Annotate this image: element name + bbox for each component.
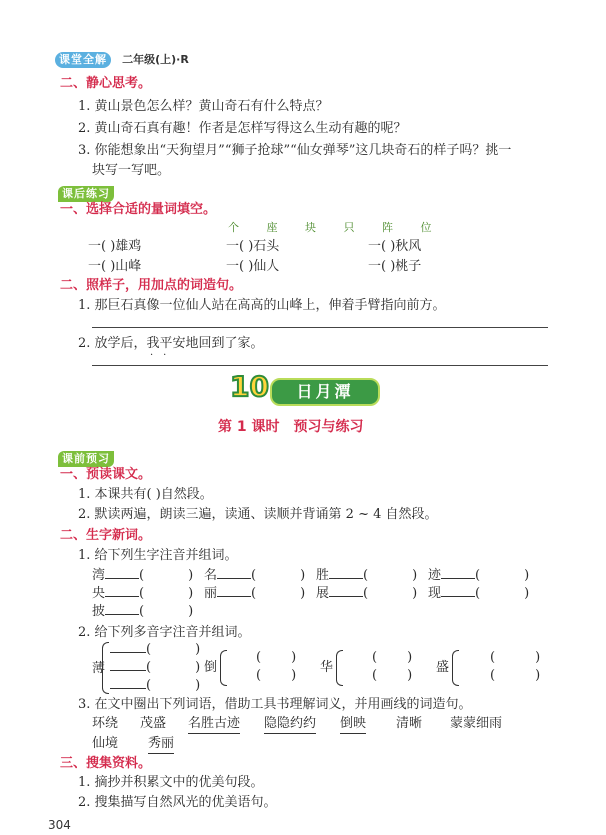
vocab-word[interactable]: 环绕 xyxy=(92,716,119,731)
char-task-1: 1. 给下列生字注音并组词。 xyxy=(78,548,238,563)
answer-line[interactable] xyxy=(92,365,548,366)
collect-item-1: 1. 摘抄并积累文中的优美句段。 xyxy=(78,775,264,790)
vocab-word-underlined[interactable]: 隐隐约约 xyxy=(264,716,316,734)
question-3-line2: 块写一写吧。 xyxy=(92,163,171,178)
series-badge: 课堂全解 xyxy=(55,52,111,68)
lesson-subtitle: 第 1 课时 预习与练习 xyxy=(218,419,364,435)
section-heading-sentence: 二、照样子，用加点的词造句。 xyxy=(60,278,243,293)
fill-item[interactable]: 一( )秋风 xyxy=(368,239,422,254)
section-heading-collect: 三、搜集资料。 xyxy=(60,756,152,771)
question-2: 2. 黄山奇石真有趣！作者是怎样写得这么生动有趣的呢？ xyxy=(78,121,407,136)
brace xyxy=(102,642,109,694)
polyphone-char: 薄 xyxy=(92,661,106,676)
vocab-word[interactable]: 茂盛 xyxy=(140,716,167,731)
example-sentence-2: 2. 放学后，我平安地回到了家。 xyxy=(78,336,264,351)
brace xyxy=(220,650,227,686)
polyphone-char: 倒 xyxy=(204,660,218,675)
char-entry[interactable]: 迹 ( ) xyxy=(428,568,530,583)
fill-item[interactable]: 一( )仙人 xyxy=(226,259,280,274)
lesson-title: 日月潭 xyxy=(270,378,380,406)
polyphone-char: 华 xyxy=(320,660,334,675)
vocab-task: 3. 在文中圈出下列词语，借助工具书理解词义，并用画线的词造句。 xyxy=(78,697,472,712)
emphasis-dots: ·· xyxy=(150,350,177,361)
polyphone-entry[interactable]: ( ) xyxy=(110,660,200,676)
char-entry[interactable]: 丽 ( ) xyxy=(204,586,306,601)
collect-item-2: 2. 搜集描写自然风光的优美语句。 xyxy=(78,795,277,810)
polyphone-task: 2. 给下列多音字注音并组词。 xyxy=(78,625,251,640)
grade-label: 二年级(上)·R xyxy=(122,53,189,66)
char-entry[interactable]: 现 ( ) xyxy=(428,586,530,601)
answer-line[interactable] xyxy=(92,327,548,328)
header xyxy=(55,48,189,68)
lesson-title-banner xyxy=(230,370,380,404)
pre-class-tag: 课前预习 xyxy=(58,447,114,467)
polyphone-entry[interactable]: ( ) xyxy=(256,650,297,665)
section-heading-measure-words: 一、选择合适的量词填空。 xyxy=(60,202,217,217)
lesson-number: 10 xyxy=(230,370,269,403)
char-entry[interactable]: 胜 ( ) xyxy=(316,568,418,583)
char-entry[interactable]: 展 ( ) xyxy=(316,586,418,601)
polyphone-entry[interactable]: ( ) xyxy=(110,678,200,694)
char-entry[interactable]: 披 ( ) xyxy=(92,604,194,619)
char-entry[interactable]: 央 ( ) xyxy=(92,586,194,601)
fill-item[interactable]: 一( )石头 xyxy=(226,239,280,254)
brace xyxy=(452,650,459,686)
polyphone-entry[interactable]: ( ) xyxy=(256,668,297,683)
polyphone-entry[interactable]: ( ) xyxy=(490,650,541,665)
polyphone-entry[interactable]: ( ) xyxy=(110,642,200,658)
vocab-word[interactable]: 仙境 xyxy=(92,736,119,751)
section-heading-new-chars: 二、生字新词。 xyxy=(60,528,152,543)
polyphone-char: 盛 xyxy=(436,660,450,675)
vocab-word-underlined[interactable]: 秀丽 xyxy=(148,736,174,754)
fill-item[interactable]: 一( )桃子 xyxy=(368,259,422,274)
vocab-word-underlined[interactable]: 倒映 xyxy=(340,716,366,734)
char-entry[interactable]: 名 ( ) xyxy=(204,568,306,583)
fill-item[interactable]: 一( )山峰 xyxy=(88,259,142,274)
brace xyxy=(336,650,343,686)
vocab-word-underlined[interactable]: 名胜古迹 xyxy=(188,716,240,734)
section-heading-think: 二、静心思考。 xyxy=(60,76,152,91)
preread-item-2: 2. 默读两遍，朗读三遍，读通、读顺并背诵第 2 ~ 4 自然段。 xyxy=(78,507,438,522)
vocab-word[interactable]: 蒙蒙细雨 xyxy=(450,716,503,731)
section-heading-preread: 一、预读课文。 xyxy=(60,467,152,482)
vocab-word[interactable]: 清晰 xyxy=(396,716,423,731)
measure-word-bank: 个 座 块 只 阵 位 xyxy=(228,221,444,234)
question-1: 1. 黄山景色怎么样？黄山奇石有什么特点？ xyxy=(78,99,329,114)
fill-item[interactable]: 一( )雄鸡 xyxy=(88,239,142,254)
polyphone-entry[interactable]: ( ) xyxy=(490,668,541,683)
page-number: 304 xyxy=(48,818,71,832)
char-entry[interactable]: 湾 ( ) xyxy=(92,568,194,583)
question-3-line1: 3. 你能想象出“天狗望月”“狮子抢球”“仙女弹琴”这几块奇石的样子吗？挑一 xyxy=(78,143,512,158)
polyphone-entry[interactable]: ( ) xyxy=(372,650,413,665)
after-class-tag: 课后练习 xyxy=(58,182,114,202)
example-sentence-1: 1. 那巨石真像一位仙人站在高高的山峰上，伸着手臂指向前方。 xyxy=(78,298,446,313)
preread-item-1[interactable]: 1. 本课共有( )自然段。 xyxy=(78,487,213,502)
polyphone-entry[interactable]: ( ) xyxy=(372,668,413,683)
